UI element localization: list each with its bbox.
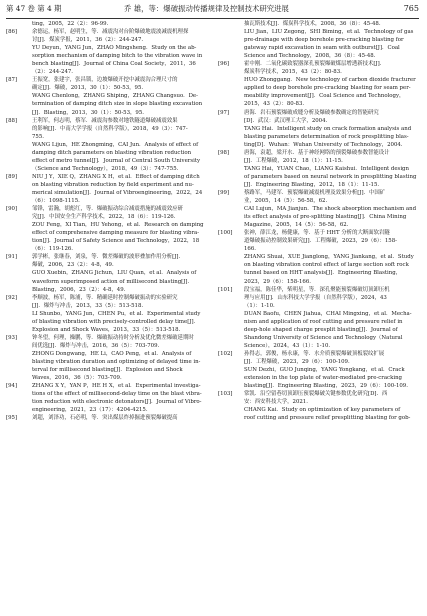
reference-number: [89] xyxy=(6,173,18,180)
reference-number: [94] xyxy=(6,383,18,390)
reference-text: 刘超，刘泽功，石必明，等．突出煤层炸掉掘进预裂爆破提高 xyxy=(32,415,178,422)
reference-item xyxy=(6,334,206,382)
journal-volume-issue: 第 47 卷 第 4 期 xyxy=(6,4,62,13)
reference-item xyxy=(6,414,206,422)
reference-text: 张神，薛江龙，杨健康，等．基于 HHT 分析的大断面软岩隧 道爆破振动控制效果研究[J]．工程爆破，2023，29（6）：158- 166. ZHANG Shuai，XUE Jianglong，YANG Jiankang，et al．Study on blasting vibration control effect of large section soft rock tunnel based on HHT analysis[J]．Engineering Blasting， 2023，29（6）：158-166. xyxy=(244,230,414,285)
reference-number: [90] xyxy=(6,206,18,213)
reference-text: 唐海，袁超，梁开水．基于神经网络的预裂爆破参数智能设计 [J]．工程爆破，2012，18（1）：11-15. TANG Hai，YUAN Chao，LIANG Kaishui．Intelligent design of parameters based on neural network in presplitting blasting [J]．Engineering Blasting，2012，18（1）：11-15. xyxy=(244,149,417,188)
reference-number: [95] xyxy=(6,415,18,422)
reference-item xyxy=(218,189,421,229)
reference-text: ting，2005，22（2）：96-99. xyxy=(32,21,109,27)
reference-text: 段宝福，陈佳华，柴明星，等．深孔聚能预裂爆破切顶卸压机 理与应用[J]．山东科技大学学报（自然科学版），2024，43 （1）：1-10. DUAN Baofu，CHEN Jiahua，CHAI Mingxing，et al．Mecha- nism and application of roof cutting and pressure relief in deep-hole shaped charge presplit blasting[J]．Journal of Shandong University of Science and Technology（Natural Science），2024，43（1）：1-10. xyxy=(244,286,412,349)
reference-text: 抽瓦斯技术[J]．煤炭科学技术，2008，36（8）：45-48. LIU Jian，LIU Zegong，SHI Biming，et al．Technology of gas pre-drainage with deep borehole pre-cracking blasting for gateway rapid excavation in seam with outburst[J]．Coal Science and Technology，2008，36（8）：45-48. xyxy=(244,21,414,60)
reference-item xyxy=(218,350,421,390)
reference-item xyxy=(218,60,421,108)
reference-text: 唐海．岩石预裂爆破成缝分析及爆破参数确定的智能研究 [D]．武汉：武汉理工大学，2004. TANG Hai．Intelligent study on crack formation analysis and blasting parameters determination of rock presplitting blas- ting[D]．Wuhan：Wuhan University of Technology，2004. xyxy=(244,109,412,148)
reference-text: 余德运，杨军，赵明生，等．减震沟对台阶爆破地震波减震机理探 讨[J]．煤炭学报，2011，36（2）：244-247. YU Deyun，YANG Jun，ZHAO Mingsheng．Study on the ab- sorption mechanism of damping bitch to the vibration wave in bench blasting[J]．Journal of China Coal Society，2011，36 （2）：244-247. xyxy=(32,29,203,76)
reference-number: [92] xyxy=(6,294,18,301)
reference-number: [97] xyxy=(218,109,230,116)
reference-text: 王利军，何志明，蔡军．减震沟参数对地铁隧道爆破减震效果 的影响[J]．中南大学学报（自然科学版），2018，49（3）：747- 755. WANG Lijun，HE Zhongming，CAI Jun．Analysis of effect of damping ditch parameters on blasting vibration reduction effect of metro tunnel[J]．Journal of Central South University （Science and Technology），2018，49（3）：747-755. xyxy=(32,117,201,172)
reference-text: 钟冬望，何理，操鹏，等．爆破振动持时分析及优化微差爆破延期时 间优选[J]．爆炸与冲击，2016，36（5）：703-709. ZHONG Dongwang，HE Li，CAO Peng，et al．Analysis of blasting vibration duration and optimizing of delayed time in- terval for millisecond blasting[J]．Explosion and Shock Waves，2016，36（5）：703-709. xyxy=(32,334,201,382)
reference-number: [88] xyxy=(6,117,18,124)
reference-number: [96] xyxy=(218,61,230,68)
reference-text: NIU J Y，XIE Q，ZHANG X H，et al．Effect of damping ditch on blasting vibration reduction by field experiment and nu- merical simulation[J]．Journal of Vibroengineering，2022，24 （6）：1098-1115. xyxy=(32,173,203,205)
reference-number: [87] xyxy=(6,77,18,84)
reference-text: 邹锋，雷瀚，胡彪红，等．爆破振动综合减震措施的减震效应研 究[J]．中国安全生产科学技术，2022，18（6）：119-126. ZOU Feng，XI Tian，HU Yehong，et al．Research on damping effect of comprehensive damping measure for blasting vibra- tion[J]．Journal of Safety Science and Technology，2022，18 （6）：119-126. xyxy=(32,206,204,253)
reference-number: [100] xyxy=(218,230,233,237)
reference-item xyxy=(6,294,206,334)
reference-item xyxy=(218,229,421,285)
reference-item xyxy=(6,117,206,173)
reference-number: [86] xyxy=(6,29,18,36)
reference-item xyxy=(6,20,206,28)
reference-item xyxy=(218,149,421,189)
reference-item xyxy=(6,173,206,205)
reference-column-right xyxy=(218,20,421,616)
reference-item xyxy=(6,76,206,116)
reference-number: [98] xyxy=(218,149,230,156)
reference-number: [101] xyxy=(218,286,233,293)
reference-text: 蔡路军，马建军．预裂爆破减震机理及效果分析[J]．中国矿 业，2005，14（5）：56-58，62. CAI Lujun，MA Jianjun．The shock absorption mechanism and its effect analysis of pre-splitting blasting[J]．China Mining Magazine，2005，14（5）：56-58，62. xyxy=(244,189,417,229)
reference-number: [91] xyxy=(6,254,18,261)
reference-item xyxy=(6,253,206,293)
reference-text: 王振宽，张建宇，张昌锁，边坡爆破开挖中减震沟合理尺寸的 确定[J]．爆破，2013，30（1）：50-53，95. WANG Chenlong，ZHANG Shiping，ZHANG Changsuo．De- termination of damping ditch size in slope blasting excavation [J]．Blasting，2013，30（1）：50-53，95. xyxy=(32,77,203,116)
reference-text: 李顺波，杨军，陈浦，等．精确延时控制爆破振动的实验研究 [J]．爆炸与冲击，2013，33（5）：513-518. LI Shunbo，YANG Jun，CHEN Pu，et al．Experimental study of blasting vibration with precisely-controlled delay time[J]． Explosion and Shock Waves，2013，33（5）：513-518. xyxy=(32,294,201,333)
reference-item xyxy=(218,109,421,149)
reference-text: 常凯．沿空留巷切顶卸压预裂爆破关键参数优化研究[D]．西 安：西安科技大学，2021. CHANG Kai．Study on optimization of key parameters of roof cutting and pressure relief presplitting blasting for gob- xyxy=(244,391,411,422)
reference-text: 郭学彬，张继春，刘泉，等．微差爆破的波形叠加作用分析[J]． 爆破，2006，23（2）：4-8，49. GUO Xuebin，ZHANG Jichun，LIU Quan，et al．Analysis of waveform superimposed action of millisecond blasting[J]． Blasting，2006，23（2）：4-8，49. xyxy=(32,254,197,293)
page-header xyxy=(6,0,419,19)
reference-item xyxy=(218,390,421,422)
reference-text: ZHANG X Y，YAN P，HE H X，et al．Experimental investiga- tions of the effect of millisecond-delay time on the blast vibra- tion reduction with electronic detonators[J]．Journal of Vibro- engineering，2021，23（17）：4204-4215. xyxy=(32,383,202,414)
reference-item xyxy=(6,382,206,414)
reference-number: [103] xyxy=(218,391,233,398)
reference-item xyxy=(6,205,206,253)
reference-number: [93] xyxy=(6,334,18,341)
reference-item xyxy=(218,20,421,60)
page-number: 765 xyxy=(403,4,419,13)
running-title: 乔 雄，等：爆破振动传播规律及控制技术研究进展 xyxy=(124,4,289,13)
reference-column-left xyxy=(6,20,206,616)
reference-number: [102] xyxy=(218,350,233,357)
reference-item xyxy=(6,28,206,76)
reference-text: 孙得志，郭俊，杨永康，等．水介质预裂爆破顶板裂纹扩展 [J]．工程爆破，2023，29（6）：100-109. SUN Dezhi，GUO Junqing，YANG Yongkang，et al．Crack extension in the top plate of water-mediated pre-cracking blasting[J]．Engineering Blasting，2023，29（6）：100-109. xyxy=(244,350,408,390)
reference-number: [99] xyxy=(218,189,230,196)
reference-text: 霍中刚．二氧化碳致裂器深孔预裂爆破煤层增透新技术[J]． 煤炭科学技术，2015，43（2）：80-83. HUO Zhonggang．New technology of carbon dioxide fracturer applied to deep borehole pre-cracking blasting for seam per- meability improvement[J]．Coal Science and Technology， 2015，43（2）：80-83. xyxy=(244,61,416,108)
reference-item xyxy=(218,286,421,350)
